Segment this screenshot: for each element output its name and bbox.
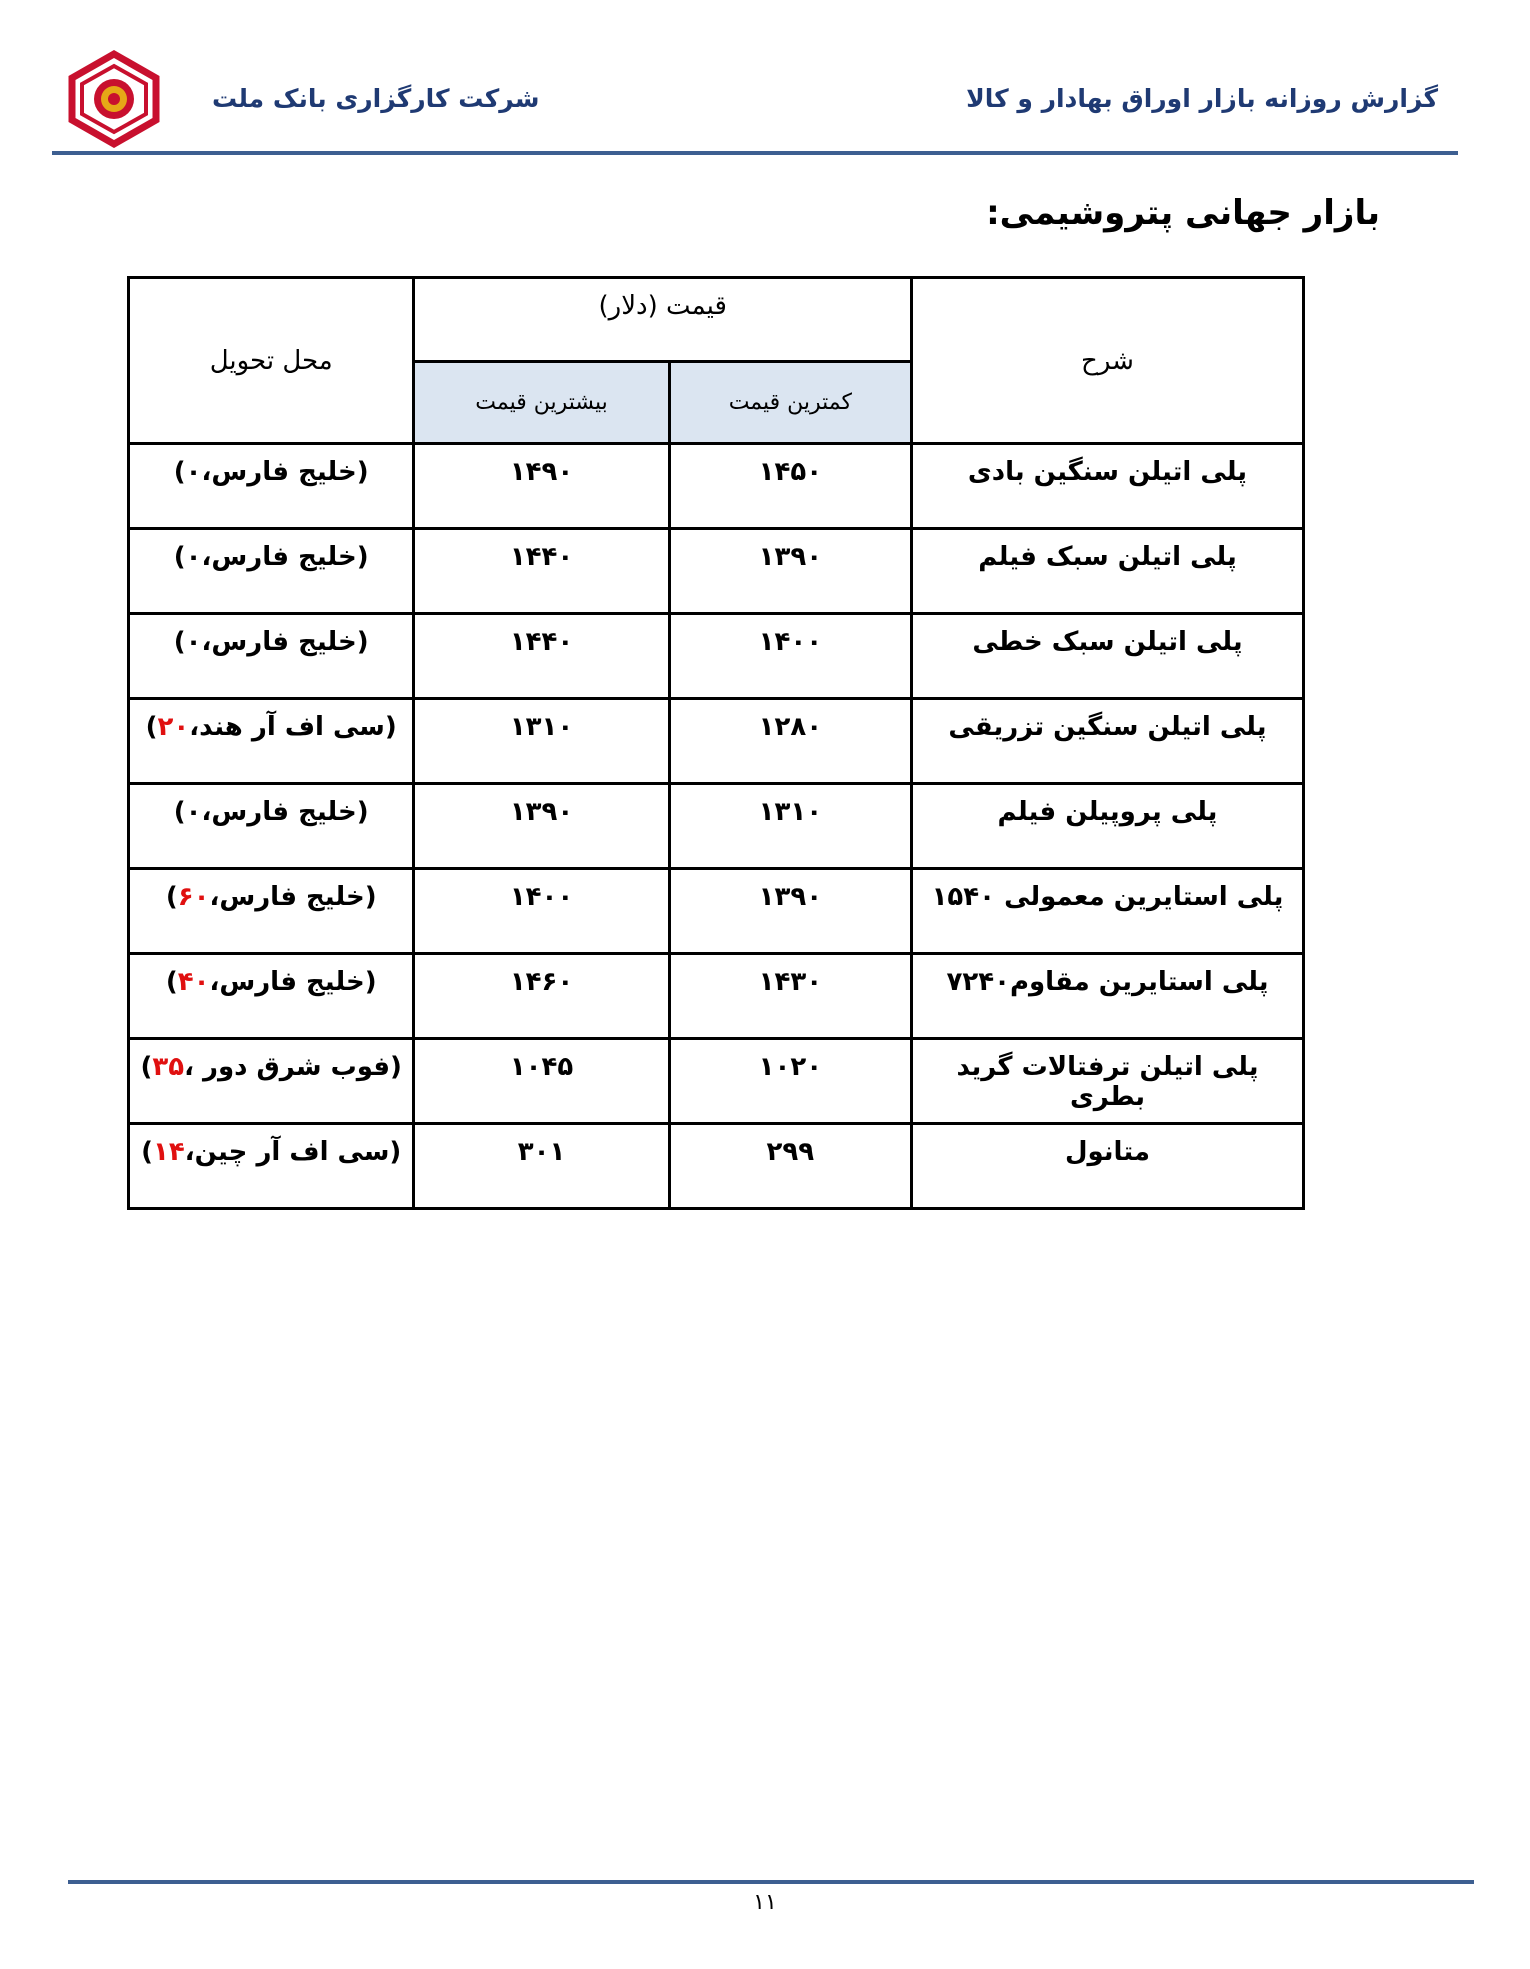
cell-max-price: ۱۴۰۰ <box>414 869 669 954</box>
delivery-place: (خلیج فارس، <box>209 882 377 912</box>
header-price-group: قیمت (دلار) <box>414 278 912 362</box>
cell-description: پلی پروپیلن فیلم <box>912 784 1304 869</box>
cell-delivery <box>129 784 414 869</box>
cell-description: پلی اتیلن سبک فیلم <box>912 529 1304 614</box>
cell-description: پلی اتیلن ترفتالات گرید بطری <box>912 1039 1304 1124</box>
delivery-change: ۱۴ <box>153 1137 185 1167</box>
delivery-close: ) <box>173 797 186 827</box>
table-body <box>129 444 1304 1209</box>
delivery-change: ۳۵ <box>152 1052 185 1082</box>
cell-max-price: ۳۰۱ <box>414 1124 669 1209</box>
cell-description: متانول <box>912 1124 1304 1209</box>
delivery-change: ۰ <box>185 457 202 487</box>
header-delivery: محل تحویل <box>129 278 414 444</box>
cell-min-price: ۱۲۸۰ <box>669 699 911 784</box>
cell-min-price: ۱۴۵۰ <box>669 444 911 529</box>
delivery-place: (خلیج فارس، <box>201 542 369 572</box>
delivery-place: (خلیج فارس، <box>209 967 377 997</box>
delivery-place: (فوب شرق دور ، <box>184 1052 402 1082</box>
bank-mellat-logo-icon <box>62 48 166 148</box>
cell-min-price: ۲۹۹ <box>669 1124 911 1209</box>
header-divider <box>52 151 1458 155</box>
cell-delivery <box>129 529 414 614</box>
header-min-price: کمترین قیمت <box>669 362 911 444</box>
report-title: گزارش روزانه بازار اوراق بهادار و کالا <box>966 84 1438 113</box>
cell-delivery <box>129 699 414 784</box>
table-row <box>129 954 1304 1039</box>
delivery-change: ۶۰ <box>177 882 210 912</box>
cell-delivery <box>129 1039 414 1124</box>
delivery-close: ) <box>173 542 186 572</box>
delivery-close: ) <box>165 882 178 912</box>
delivery-change: ۲۰ <box>157 712 190 742</box>
table-row <box>129 869 1304 954</box>
cell-max-price: ۱۴۶۰ <box>414 954 669 1039</box>
delivery-close: ) <box>140 1052 153 1082</box>
delivery-close: ) <box>165 967 178 997</box>
delivery-place: (خلیج فارس، <box>201 627 369 657</box>
cell-max-price: ۱۴۴۰ <box>414 529 669 614</box>
delivery-close: ) <box>173 457 186 487</box>
delivery-close: ) <box>141 1137 154 1167</box>
table-row <box>129 699 1304 784</box>
cell-delivery <box>129 1124 414 1209</box>
petrochemical-price-table <box>127 276 1305 1210</box>
cell-description: پلی استایرین معمولی ۱۵۴۰ <box>912 869 1304 954</box>
delivery-change: ۰ <box>185 797 202 827</box>
delivery-place: (خلیج فارس، <box>201 457 369 487</box>
header-description: شرح <box>912 278 1304 444</box>
footer-divider <box>68 1880 1474 1884</box>
cell-max-price: ۱۴۴۰ <box>414 614 669 699</box>
delivery-close: ) <box>145 712 158 742</box>
cell-description: پلی اتیلن سنگین تزریقی <box>912 699 1304 784</box>
cell-min-price: ۱۴۰۰ <box>669 614 911 699</box>
delivery-change: ۴۰ <box>177 967 210 997</box>
table-row <box>129 1124 1304 1209</box>
cell-min-price: ۱۴۳۰ <box>669 954 911 1039</box>
delivery-place: (سی اف آر هند، <box>189 712 397 742</box>
cell-max-price: ۱۳۹۰ <box>414 784 669 869</box>
cell-max-price: ۱۳۱۰ <box>414 699 669 784</box>
cell-min-price: ۱۳۹۰ <box>669 529 911 614</box>
section-title: بازار جهانی پتروشیمی: <box>986 193 1380 233</box>
cell-max-price: ۱۴۹۰ <box>414 444 669 529</box>
delivery-change: ۰ <box>185 542 202 572</box>
table-row <box>129 1039 1304 1124</box>
cell-min-price: ۱۰۲۰ <box>669 1039 911 1124</box>
cell-delivery <box>129 954 414 1039</box>
cell-description: پلی اتیلن سنگین بادی <box>912 444 1304 529</box>
header-max-price: بیشترین قیمت <box>414 362 669 444</box>
cell-description: پلی استایرین مقاوم۷۲۴۰ <box>912 954 1304 1039</box>
cell-delivery <box>129 444 414 529</box>
cell-max-price: ۱۰۴۵ <box>414 1039 669 1124</box>
table-row <box>129 614 1304 699</box>
delivery-place: (سی اف آر چین، <box>184 1137 402 1167</box>
cell-delivery <box>129 614 414 699</box>
table-row <box>129 444 1304 529</box>
page-number: ۱۱ <box>753 1890 777 1915</box>
cell-min-price: ۱۳۱۰ <box>669 784 911 869</box>
delivery-place: (خلیج فارس، <box>201 797 369 827</box>
cell-min-price: ۱۳۹۰ <box>669 869 911 954</box>
delivery-change: ۰ <box>185 627 202 657</box>
delivery-close: ) <box>173 627 186 657</box>
company-name: شرکت کارگزاری بانک ملت <box>212 84 540 113</box>
table-row <box>129 529 1304 614</box>
cell-description: پلی اتیلن سبک خطی <box>912 614 1304 699</box>
cell-delivery <box>129 869 414 954</box>
table-row <box>129 784 1304 869</box>
